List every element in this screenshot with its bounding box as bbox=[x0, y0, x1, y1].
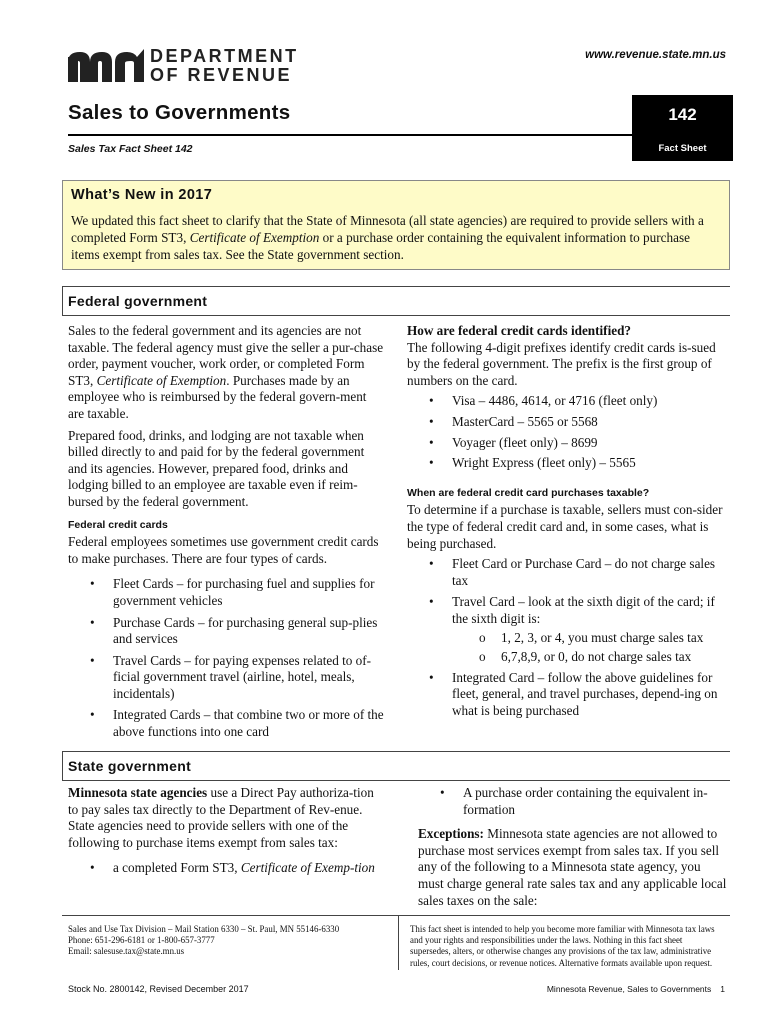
department-logo bbox=[68, 44, 299, 86]
section-rule bbox=[62, 780, 730, 781]
list-item-text: Fleet Cards – for purchasing fuel and supplies for government vehicles bbox=[113, 576, 375, 608]
form-name-italic: Certificate of Exemption bbox=[189, 230, 320, 245]
list-item-text: Voyager (fleet only) – 8699 bbox=[452, 434, 598, 450]
list-item-text: Travel Cards – for paying expenses related to of-ficial government travel (airline, hotel, meals, incidentals) bbox=[113, 652, 372, 701]
taxable-heading: When are federal credit card purchases taxable? bbox=[407, 486, 650, 499]
federal-left-column bbox=[68, 323, 384, 746]
footer-rule bbox=[62, 915, 730, 916]
bullet-icon: • bbox=[429, 556, 434, 572]
list-item bbox=[90, 860, 384, 877]
bullet-icon: • bbox=[90, 860, 95, 876]
form-name-italic: Certificate of Exemption bbox=[96, 372, 227, 388]
bullet-icon: • bbox=[90, 707, 95, 723]
section-rule-vertical bbox=[62, 751, 63, 781]
bullet-icon: • bbox=[429, 669, 434, 685]
contact-email[interactable]: Email: salesuse.tax@state.mn.us bbox=[68, 946, 185, 957]
sub-list-item-text: 1, 2, 3, or 4, you must charge sales tax bbox=[501, 629, 704, 645]
sub-list-item bbox=[479, 630, 725, 647]
bullet-icon: • bbox=[429, 413, 434, 429]
identify-heading: How are federal credit cards identified? bbox=[407, 323, 632, 338]
whats-new-text-end: or a purchase order containing the equivalent information to purchase items exempt from sales tax. See the State government section. bbox=[71, 230, 690, 262]
federal-heading: Federal government bbox=[68, 293, 208, 309]
department-name-line2: OF REVENUE bbox=[150, 65, 293, 85]
paragraph-text: use a Direct Pay authoriza-tion to pay sales tax directly to the Department of Rev-enue. State agencies need to provide sellers with one of the following to purchase items exempt from sales tax: bbox=[68, 785, 374, 850]
list-item-text: A purchase order containing the equivalent in-formation bbox=[463, 785, 708, 817]
section-rule bbox=[62, 286, 730, 287]
list-item-text: Visa – 4486, 4614, or 4716 (fleet only) bbox=[452, 393, 658, 409]
list-item bbox=[90, 615, 384, 648]
card-type-list bbox=[90, 576, 384, 740]
circle-bullet-icon: o bbox=[479, 649, 486, 665]
mn-logo-icon bbox=[68, 48, 148, 82]
paragraph-text: Minnesota state agencies are not allowed to purchase most services exempt from sales tax. If you sell any of the following to a Minnesota state agency, you must charge general rate sales tax and any applicable local sales taxes on the sale: bbox=[418, 826, 727, 908]
list-item bbox=[429, 670, 725, 720]
paragraph-text: Sales to the federal government and its agencies are not taxable. The federal agency must give the seller a pur-chase order, payment voucher, work order, or completed Form ST3, bbox=[68, 323, 384, 388]
page-subtitle: Sales Tax Fact Sheet 142 bbox=[68, 143, 193, 155]
list-item-text: Integrated Card – follow the above guidelines for fleet, general, and travel purchases, depend-ing on what is being purchased bbox=[452, 669, 718, 718]
bullet-icon: • bbox=[90, 576, 95, 592]
paragraph-text-end: . Purchases made by an employee who is reimbursed by the federal govern-ment are taxable. bbox=[68, 372, 367, 421]
page-footer-label: Minnesota Revenue, Sales to Governments bbox=[546, 984, 712, 994]
stock-number: Stock No. 2800142, Revised December 2017 bbox=[68, 984, 249, 994]
state-right-column bbox=[418, 785, 728, 909]
bold-lead: Exceptions: bbox=[418, 826, 484, 842]
footer-contact bbox=[68, 924, 393, 958]
list-item-text: MasterCard – 5565 or 5568 bbox=[452, 413, 598, 429]
list-item-text: Fleet Card or Purchase Card – do not charge sales tax bbox=[452, 556, 716, 588]
bullet-icon: • bbox=[90, 614, 95, 630]
state-heading: State government bbox=[68, 758, 192, 774]
list-item bbox=[90, 653, 384, 703]
whats-new-body bbox=[71, 212, 721, 263]
section-rule bbox=[62, 751, 730, 752]
sub-list-item-text: 6,7,8,9, or 0, do not charge sales tax bbox=[501, 649, 692, 665]
federal-cards-intro: Federal employees sometimes use government credit cards to make purchases. There are four types of cards. bbox=[68, 534, 379, 566]
whats-new-text: We updated this fact sheet to clarify that the State of Minnesota (all state agencies) are required to provide sellers with a completed Form ST3, bbox=[71, 213, 704, 245]
list-item-text: Purchase Cards – for purchasing general sup-plies and services bbox=[113, 614, 378, 647]
list-item-text: Integrated Cards – that combine two or more of the above functions into one card bbox=[113, 707, 384, 740]
prefix-list bbox=[429, 393, 725, 471]
contact-address: Sales and Use Tax Division – Mail Station 6330 – St. Paul, MN 55146-6330 bbox=[68, 924, 340, 934]
bullet-icon: • bbox=[429, 393, 434, 409]
list-item bbox=[429, 393, 725, 410]
federal-paragraph-2: Prepared food, drinks, and lodging are not taxable when billed directly to and paid for by the federal government and its agencies. However, prepared food, drinks and lodging billed to an employee are taxable even if reim-bursed by the federal government. bbox=[68, 427, 365, 509]
bold-lead: Minnesota state agencies bbox=[68, 785, 208, 800]
fact-sheet-number: 142 bbox=[632, 95, 733, 134]
federal-right-column bbox=[407, 323, 725, 719]
list-item bbox=[90, 576, 384, 609]
circle-bullet-icon: o bbox=[479, 629, 486, 645]
sub-list-item bbox=[479, 649, 725, 666]
list-item-text: a completed Form ST3, bbox=[113, 860, 241, 876]
page-footer bbox=[547, 984, 725, 994]
exceptions-paragraph bbox=[418, 826, 728, 909]
bullet-icon: • bbox=[429, 434, 434, 450]
federal-cards-heading: Federal credit cards bbox=[68, 518, 168, 531]
contact-phone: Phone: 651-296-6181 or 1-800-657-3777 bbox=[68, 935, 215, 946]
department-name-line1: DEPARTMENT bbox=[150, 46, 299, 66]
form-name-italic: Certificate of Exemp-tion bbox=[240, 860, 375, 876]
state-lead-paragraph bbox=[68, 785, 384, 851]
website-url[interactable]: www.revenue.state.mn.us bbox=[585, 49, 726, 61]
section-rule-vertical bbox=[62, 286, 63, 316]
taxable-body: To determine if a purchase is taxable, sellers must con-sider the type of federal credit card and, in some cases, what is being purchased. bbox=[407, 502, 723, 551]
taxable-rules-list bbox=[429, 556, 725, 719]
section-rule bbox=[62, 315, 730, 316]
bullet-icon: • bbox=[429, 455, 434, 471]
identify-body: The following 4-digit prefixes identify credit cards is-sued by the federal government. The prefix is the first group of numbers on the card. bbox=[407, 339, 716, 388]
whats-new-title: What’s New in 2017 bbox=[71, 187, 213, 203]
list-item-text: Travel Card – look at the sixth digit of the card; if the sixth digit is: bbox=[452, 594, 715, 626]
state-options-list bbox=[90, 860, 384, 877]
whats-new-box bbox=[62, 180, 730, 270]
list-item-text: Wright Express (fleet only) – 5565 bbox=[452, 455, 636, 471]
footer-divider bbox=[398, 916, 399, 970]
page-title: Sales to Governments bbox=[68, 101, 291, 124]
fact-sheet-badge: Fact Sheet bbox=[632, 136, 733, 161]
list-item bbox=[429, 594, 725, 627]
list-item bbox=[429, 455, 725, 472]
list-item bbox=[429, 556, 725, 589]
federal-paragraph-1 bbox=[68, 323, 384, 423]
list-item bbox=[90, 707, 384, 740]
page-number: 1 bbox=[720, 984, 725, 994]
list-item bbox=[440, 785, 728, 818]
bullet-icon: • bbox=[90, 652, 95, 668]
footer-disclaimer: This fact sheet is intended to help you become more familiar with Minnesota tax laws and your rights and responsibilities under the laws. Nothing in this fact sheet supersedes, alters, or otherwise changes any provisions of the tax law, administrative rules, court decisions, or revenue notices. Alternative formats available upon request. bbox=[410, 924, 715, 968]
bullet-icon: • bbox=[440, 785, 445, 800]
bullet-icon: • bbox=[429, 594, 434, 610]
list-item bbox=[429, 435, 725, 452]
state-left-column bbox=[68, 785, 384, 877]
list-item bbox=[429, 414, 725, 431]
